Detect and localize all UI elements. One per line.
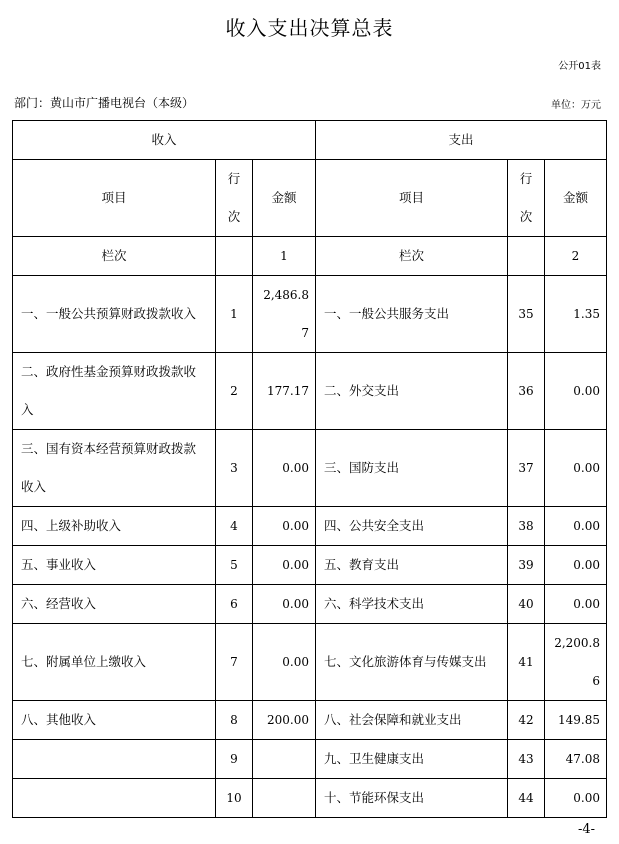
income-amount: 177.17: [253, 353, 316, 430]
expense-amount: 0.00: [545, 353, 607, 430]
income-row-no: 7: [216, 624, 253, 701]
expense-row-no: 37: [508, 430, 545, 507]
page-number: -4-: [577, 822, 595, 837]
table-row: [13, 430, 607, 507]
income-amount: [253, 779, 316, 818]
expense-item: 七、文化旅游体育与传媒支出: [316, 624, 508, 701]
expense-amount: 1.35: [545, 276, 607, 353]
income-amount: 0.00: [253, 624, 316, 701]
income-item: 三、国有资本经营预算财政拨款收入: [13, 430, 216, 507]
income-item: 一、一般公共预算财政拨款收入: [13, 276, 216, 353]
department-label: 部门：黄山市广播电视台（本级）: [14, 96, 195, 110]
income-item: 四、上级补助收入: [13, 507, 216, 546]
income-item: 七、附属单位上缴收入: [13, 624, 216, 701]
table-row: [13, 779, 607, 818]
table-row: [13, 740, 607, 779]
unit-label: 单位：万元: [551, 100, 601, 111]
expense-amount: 0.00: [545, 430, 607, 507]
expense-amount: 0.00: [545, 546, 607, 585]
table-number: 公开01表: [558, 61, 601, 72]
expense-amount: 2,200.86: [545, 624, 607, 701]
income-amount: 0.00: [253, 507, 316, 546]
income-row-no: 1: [216, 276, 253, 353]
expense-row-no: 41: [508, 624, 545, 701]
expense-amount: 149.85: [545, 701, 607, 740]
income-item: 六、经营收入: [13, 585, 216, 624]
income-expense-table: [12, 120, 607, 818]
income-item: 五、事业收入: [13, 546, 216, 585]
income-rowno-header: 行次: [216, 160, 253, 237]
income-item: 八、其他收入: [13, 701, 216, 740]
expense-item: 四、公共安全支出: [316, 507, 508, 546]
expense-item: 五、教育支出: [316, 546, 508, 585]
expense-header: 支出: [316, 121, 607, 160]
income-row-no: 9: [216, 740, 253, 779]
table-row: [13, 353, 607, 430]
income-row-no: 4: [216, 507, 253, 546]
income-amount: 0.00: [253, 585, 316, 624]
expense-row-no: 42: [508, 701, 545, 740]
income-amount: 0.00: [253, 430, 316, 507]
income-amount: 2,486.87: [253, 276, 316, 353]
income-row-no: 2: [216, 353, 253, 430]
income-row-no: 3: [216, 430, 253, 507]
expense-amount: 0.00: [545, 585, 607, 624]
income-col-number: 1: [253, 237, 316, 276]
income-item: 二、政府性基金预算财政拨款收入: [13, 353, 216, 430]
expense-item: 九、卫生健康支出: [316, 740, 508, 779]
expense-item: 一、一般公共服务支出: [316, 276, 508, 353]
expense-row-no: 39: [508, 546, 545, 585]
income-item: [13, 740, 216, 779]
table-row: [13, 624, 607, 701]
expense-item: 八、社会保障和就业支出: [316, 701, 508, 740]
expense-item: 十、节能环保支出: [316, 779, 508, 818]
expense-row-no: 40: [508, 585, 545, 624]
income-col-label: 栏次: [13, 237, 216, 276]
income-row-no: 8: [216, 701, 253, 740]
expense-amount: 47.08: [545, 740, 607, 779]
expense-amount-header: 金额: [545, 160, 607, 237]
income-item: [13, 779, 216, 818]
page-title: 收入支出决算总表: [225, 16, 394, 40]
expense-col-blank: [508, 237, 545, 276]
income-amount: 0.00: [253, 546, 316, 585]
expense-row-no: 38: [508, 507, 545, 546]
expense-rowno-header: 行次: [508, 160, 545, 237]
expense-row-no: 36: [508, 353, 545, 430]
income-row-no: 5: [216, 546, 253, 585]
expense-item-header: 项目: [316, 160, 508, 237]
expense-col-number: 2: [545, 237, 607, 276]
table-row: [13, 585, 607, 624]
expense-row-no: 35: [508, 276, 545, 353]
income-row-no: 10: [216, 779, 253, 818]
expense-col-label: 栏次: [316, 237, 508, 276]
table-row: [13, 701, 607, 740]
expense-item: 三、国防支出: [316, 430, 508, 507]
income-amount-header: 金额: [253, 160, 316, 237]
table-row: [13, 507, 607, 546]
income-col-blank: [216, 237, 253, 276]
table-row: [13, 546, 607, 585]
expense-row-no: 44: [508, 779, 545, 818]
income-item-header: 项目: [13, 160, 216, 237]
expense-row-no: 43: [508, 740, 545, 779]
expense-amount: 0.00: [545, 507, 607, 546]
table-row: [13, 276, 607, 353]
income-header: 收入: [13, 121, 316, 160]
income-amount: [253, 740, 316, 779]
expense-amount: 0.00: [545, 779, 607, 818]
expense-item: 二、外交支出: [316, 353, 508, 430]
income-row-no: 6: [216, 585, 253, 624]
income-amount: 200.00: [253, 701, 316, 740]
expense-item: 六、科学技术支出: [316, 585, 508, 624]
